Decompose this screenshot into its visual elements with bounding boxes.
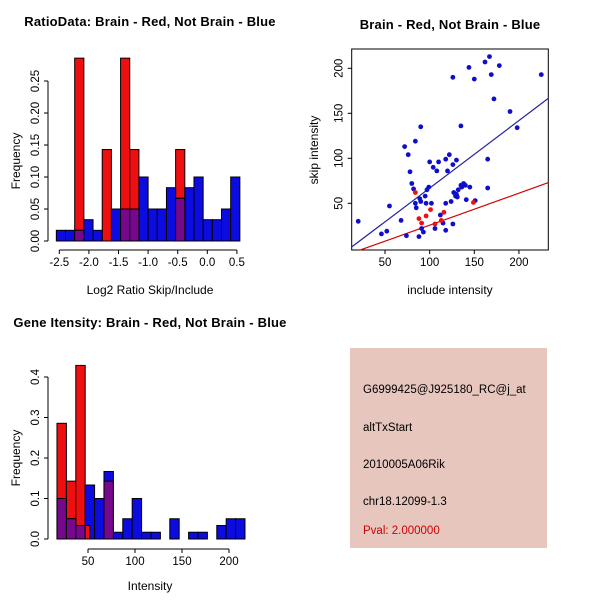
svg-text:0.00: 0.00 — [30, 229, 42, 253]
svg-text:100: 100 — [125, 556, 145, 568]
svg-text:50: 50 — [333, 196, 346, 210]
svg-text:0.25: 0.25 — [30, 69, 42, 93]
ratio-histogram-y-axis-label: Frequency — [9, 132, 23, 190]
ratio-histogram-plot — [0, 0, 300, 300]
svg-text:200: 200 — [219, 556, 239, 568]
ratio-histogram-x-axis-label: Log2 Ratio Skip/Include — [86, 283, 214, 297]
svg-text:-1.5: -1.5 — [108, 257, 129, 269]
svg-text:150: 150 — [333, 103, 346, 123]
svg-text:0.2: 0.2 — [30, 450, 42, 466]
svg-text:0.0: 0.0 — [199, 257, 216, 269]
gene-info-line: 2010005A06Rik — [363, 459, 445, 471]
gene-info-panel — [300, 300, 600, 600]
intensity-scatter-y-axis-label: skip intensity — [307, 115, 321, 185]
pval-text: Pval: 2.000000 — [363, 525, 440, 537]
svg-text:-1.0: -1.0 — [138, 257, 159, 269]
ratio-histogram-panel — [0, 0, 300, 300]
gene-intensity-histogram-panel — [0, 300, 300, 600]
svg-text:200: 200 — [509, 257, 529, 269]
svg-text:0.0: 0.0 — [30, 531, 42, 547]
svg-text:50: 50 — [378, 257, 392, 269]
svg-text:100: 100 — [333, 148, 346, 168]
svg-text:50: 50 — [81, 556, 95, 568]
svg-text:0.4: 0.4 — [30, 369, 42, 385]
svg-text:0.05: 0.05 — [30, 197, 42, 221]
svg-text:0.1: 0.1 — [30, 490, 42, 507]
gene-intensity-histogram-title: Gene Itensity: Brain - Red, Not Brain - Blue — [13, 315, 287, 330]
gene-intensity-histogram-y-axis-label: Frequency — [9, 429, 23, 487]
svg-text:-2.5: -2.5 — [49, 257, 70, 269]
ratio-histogram-title: RatioData: Brain - Red, Not Brain - Blue — [24, 14, 276, 29]
gene-intensity-histogram-x-axis-label: Intensity — [127, 579, 173, 593]
intensity-scatter-title: Brain - Red, Not Brain - Blue — [359, 17, 541, 32]
gene-info-line: chr18.12099-1.3 — [363, 496, 447, 508]
svg-text:-0.5: -0.5 — [167, 257, 188, 269]
svg-text:-2.0: -2.0 — [78, 257, 99, 269]
intensity-scatter-panel — [300, 0, 600, 300]
gene-info-box — [350, 348, 547, 548]
svg-text:0.5: 0.5 — [228, 257, 245, 269]
svg-text:0.3: 0.3 — [30, 409, 42, 426]
gene-info-line: G6999425@J925180_RC@j_at — [363, 384, 526, 396]
svg-text:0.10: 0.10 — [30, 165, 42, 189]
gene-info-line: altTxStart — [363, 422, 413, 434]
svg-text:0.20: 0.20 — [30, 101, 42, 125]
svg-text:100: 100 — [420, 257, 440, 269]
intensity-scatter-plot — [300, 0, 600, 300]
svg-text:200: 200 — [333, 58, 346, 78]
gene-intensity-histogram-plot — [0, 300, 300, 600]
svg-text:0.15: 0.15 — [30, 133, 42, 157]
svg-text:150: 150 — [172, 556, 192, 568]
svg-text:150: 150 — [464, 257, 484, 269]
intensity-scatter-x-axis-label: include intensity — [407, 283, 493, 297]
